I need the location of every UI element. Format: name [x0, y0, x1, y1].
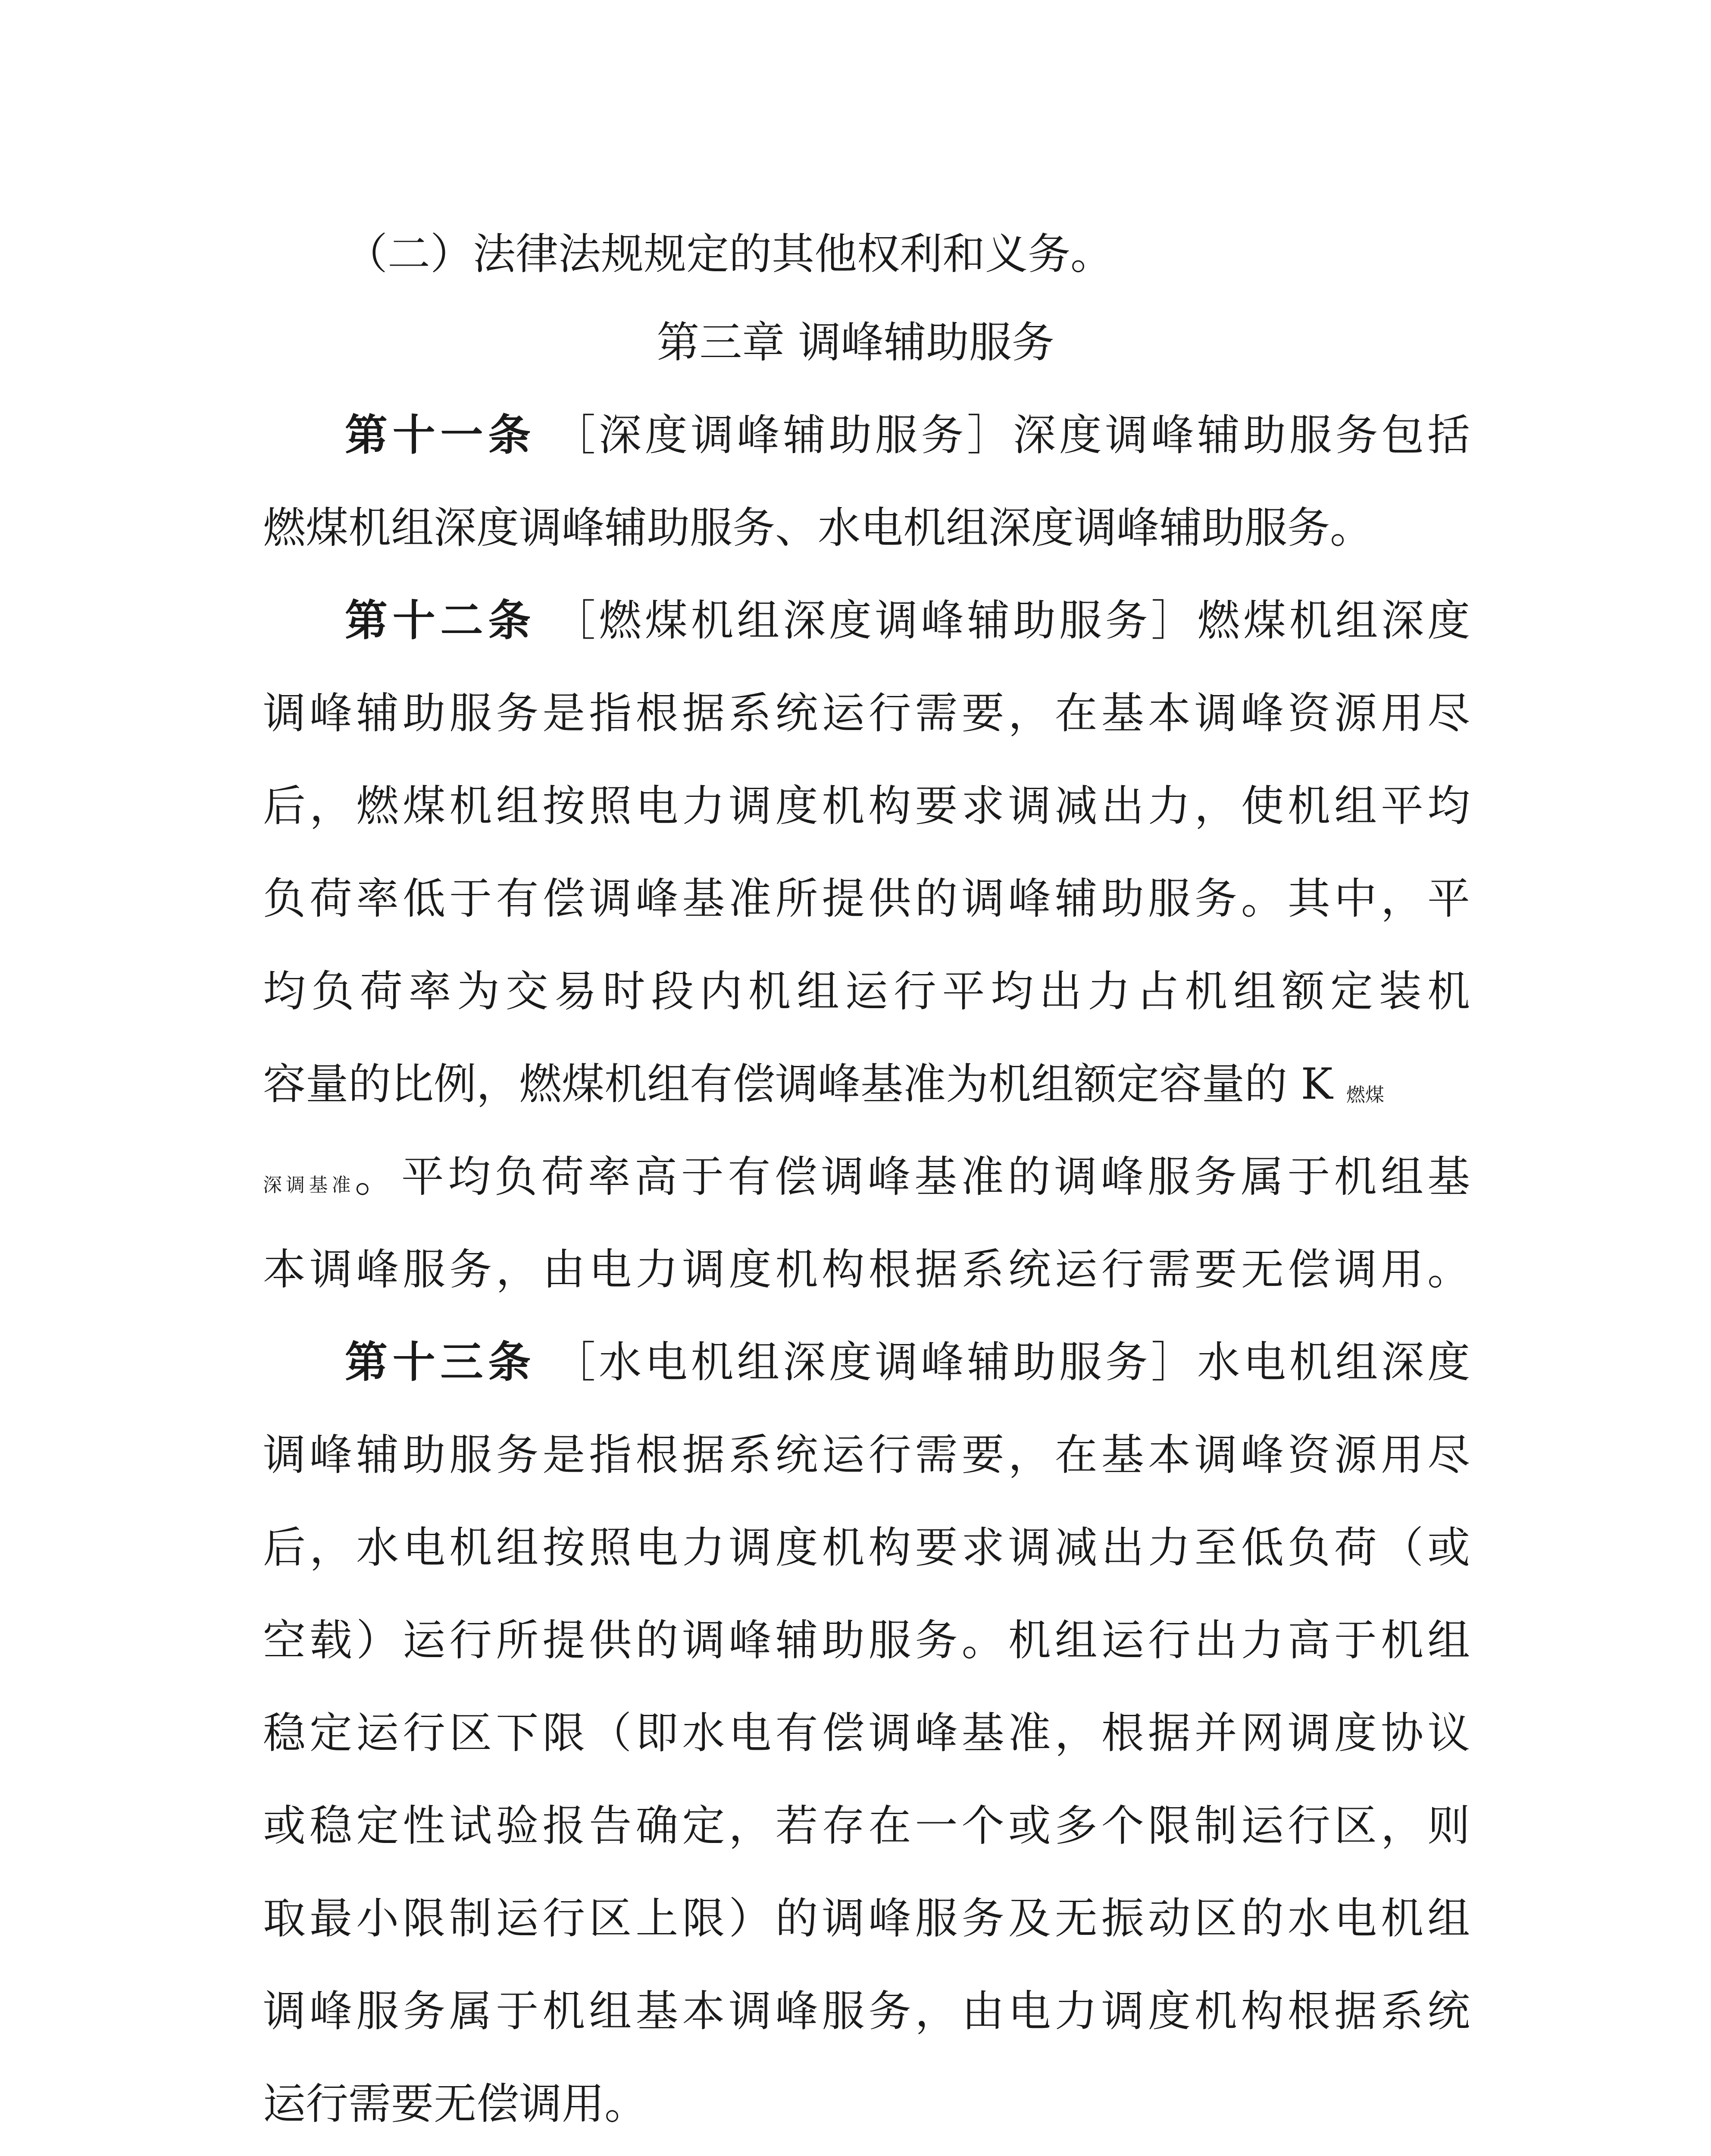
- text-line: 负荷率低于有偿调峰基准所提供的调峰辅助服务。其中，平: [263, 874, 1470, 924]
- article-12-text: ［燃煤机组深度调峰辅助服务］燃煤机组深度: [535, 596, 1470, 646]
- text-line-with-subscript: [263, 1054, 1470, 1115]
- text-line: 调峰辅助服务是指根据系统运行需要，在基本调峰资源用尽: [263, 689, 1470, 738]
- text-line: 后，水电机组按照电力调度机构要求调减出力至低负荷（或: [263, 1523, 1470, 1573]
- text-line: 稳定运行区下限（即水电有偿调峰基准，根据并网调度协议: [263, 1708, 1470, 1758]
- article-12-line-1: [345, 591, 1470, 651]
- chapter-heading: 第三章 调峰辅助服务: [657, 318, 1054, 367]
- text: 容量的比例，燃煤机组有偿调峰基准为机组额定容量的 K: [263, 1059, 1333, 1109]
- text-line: 燃煤机组深度调峰辅助服务、水电机组深度调峰辅助服务。: [263, 503, 1373, 553]
- text-line: 运行需要无偿调用。: [263, 2079, 647, 2129]
- article-11-text: ［深度调峰辅助服务］深度调峰辅助服务包括: [535, 411, 1470, 460]
- text-line: 后，燃煤机组按照电力调度机构要求调减出力，使机组平均: [263, 781, 1470, 831]
- text-line: 或稳定性试验报告确定，若存在一个或多个限制运行区，则: [263, 1801, 1470, 1851]
- article-11-line-1: [345, 405, 1470, 466]
- text-line: 取最小限制运行区上限）的调峰服务及无振动区的水电机组: [263, 1894, 1470, 1943]
- article-12-label: 第十二条: [345, 596, 536, 646]
- article-13-line-1: [345, 1332, 1470, 1393]
- subscript: 深调基准: [263, 1174, 355, 1196]
- text-line: 空载）运行所提供的调峰辅助服务。机组运行出力高于机组: [263, 1616, 1470, 1665]
- article-11-label: 第十一条: [345, 411, 536, 460]
- text: 。平均负荷率高于有偿调峰基准的调峰服务属于机组基: [354, 1152, 1470, 1202]
- text-line: 均负荷率为交易时段内机组运行平均出力占机组额定装机: [263, 967, 1470, 1016]
- text-line: 调峰辅助服务是指根据系统运行需要，在基本调峰资源用尽: [263, 1430, 1470, 1480]
- text-line: 调峰服务属于机组基本调峰服务，由电力调度机构根据系统: [263, 1987, 1470, 2036]
- article-13-text: ［水电机组深度调峰辅助服务］水电机组深度: [535, 1338, 1470, 1387]
- text-line: 本调峰服务，由电力调度机构根据系统运行需要无偿调用。: [263, 1245, 1470, 1294]
- article-13-label: 第十三条: [345, 1338, 536, 1387]
- subscript: 燃煤: [1346, 1084, 1384, 1106]
- text-line-with-subscript: [263, 1147, 1470, 1207]
- text-line: （二）法律法规规定的其他权利和义务。: [345, 229, 1113, 279]
